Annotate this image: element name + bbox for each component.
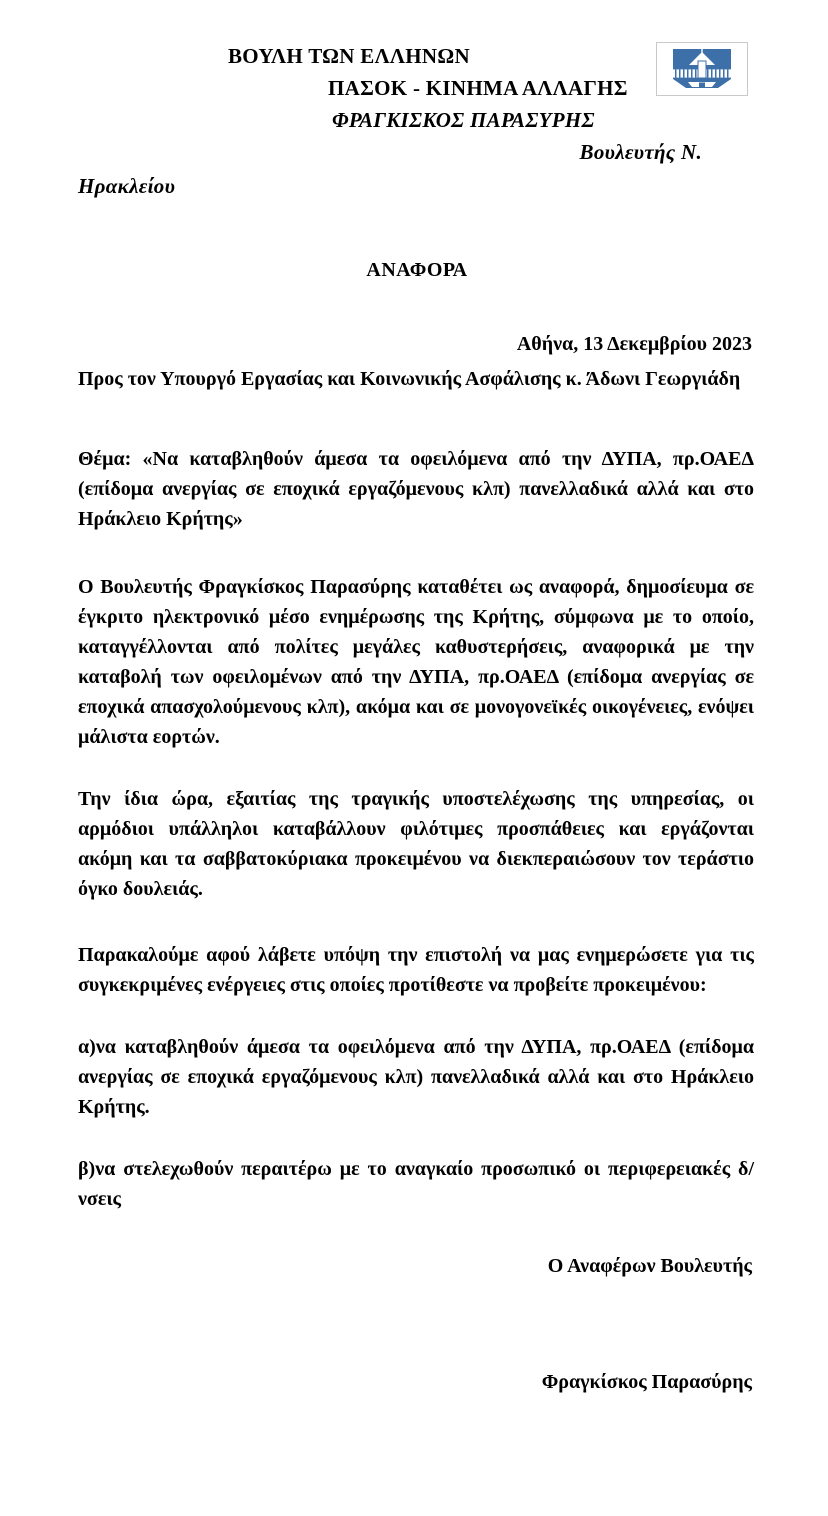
body-paragraph-3: Παρακαλούμε αφού λάβετε υπόψη την επιστολή να μας ενημερώσετε για τις συγκεκριμένες ενέργειες στις οποίες προτίθεστε να προβείτε προκειμένου:	[78, 944, 754, 996]
body-paragraph-1: Ο Βουλευτής Φραγκίσκος Παρασύρης καταθέτει ως αναφορά, δημοσίευμα σε έγκριτο ηλεκτρονικό μέσο ενημέρωσης της Κρήτης, σύμφωνα με το οποίο, καταγγέλλονται από πολίτες μεγάλες καθυστερήσεις, αναφορικά με την καταβολή των οφειλομένων από την ΔΥΠΑ, πρ.ΟΑΕΔ (επίδομα ανεργίας σε εποχικά απασχολούμενους κλπ), ακόμα και σε μονογονεϊκές οικογένειες, ενόψει μάλιστα εορτών.	[78, 576, 754, 748]
signature-role: Ο Αναφέρων Βουλευτής	[547, 1255, 752, 1277]
document-body	[78, 364, 754, 1214]
party-name: ΠΑΣΟΚ - ΚΙΝΗΜΑ ΑΛΛΑΓΗΣ	[328, 76, 628, 100]
request-item-a: α)να καταβληθούν άμεσα τα οφειλόμενα από την ΔΥΠΑ, πρ.ΟΑΕΔ (επίδομα ανεργίας σε εποχικά εργαζόμενους κλπ) πανελλαδικά αλλά και στο Ηράκλειο Κρήτης.	[78, 1036, 754, 1118]
recipient-line: Προς τον Υπουργό Εργασίας και Κοινωνικής Ασφάλισης κ. Άδωνι Γεωργιάδη	[78, 368, 741, 390]
document-title	[0, 259, 828, 282]
request-item-b: β)να στελεχωθούν περαιτέρω με το αναγκαίο προσωπικό οι περιφερειακές δ/νσεις	[78, 1158, 754, 1210]
institution-name: ΒΟΥΛΗ ΤΩΝ ΕΛΛΗΝΩΝ	[228, 44, 470, 68]
member-role-line-1: Βουλευτής Ν.	[579, 140, 702, 164]
parliament-logo	[656, 42, 748, 96]
body-paragraph-2: Την ίδια ώρα, εξαιτίας της τραγικής υποστελέχωσης της υπηρεσίας, οι αρμόδιοι υπάλληλοι καταβάλλουν φιλότιμες προσπάθειες και εργάζονται ακόμη και τα σαββατοκύριακα προκειμένου να διεκπεραιώσουν τον τεράστιο όγκο δουλειάς.	[78, 788, 754, 900]
member-name: ΦΡΑΓΚΙΣΚΟΣ ΠΑΡΑΣΥΡΗΣ	[332, 108, 595, 132]
subject-line: Θέμα: «Να καταβληθούν άμεσα τα οφειλόμενα από την ΔΥΠΑ, πρ.ΟΑΕΔ (επίδομα ανεργίας σε εποχικά εργαζόμενους κλπ) πανελλαδικά αλλά και στο Ηράκλειο Κρήτης»	[78, 448, 754, 530]
parliament-building-icon	[671, 48, 733, 90]
document-date: Αθήνα, 13 Δεκεμβρίου 2023	[516, 333, 752, 355]
document-title-text: ΑΝΑΦΟΡΑ	[366, 259, 468, 281]
signature-name: Φραγκίσκος Παρασύρης	[541, 1371, 752, 1393]
member-role-line-2: Ηρακλείου	[78, 174, 176, 198]
letterhead	[78, 40, 752, 202]
